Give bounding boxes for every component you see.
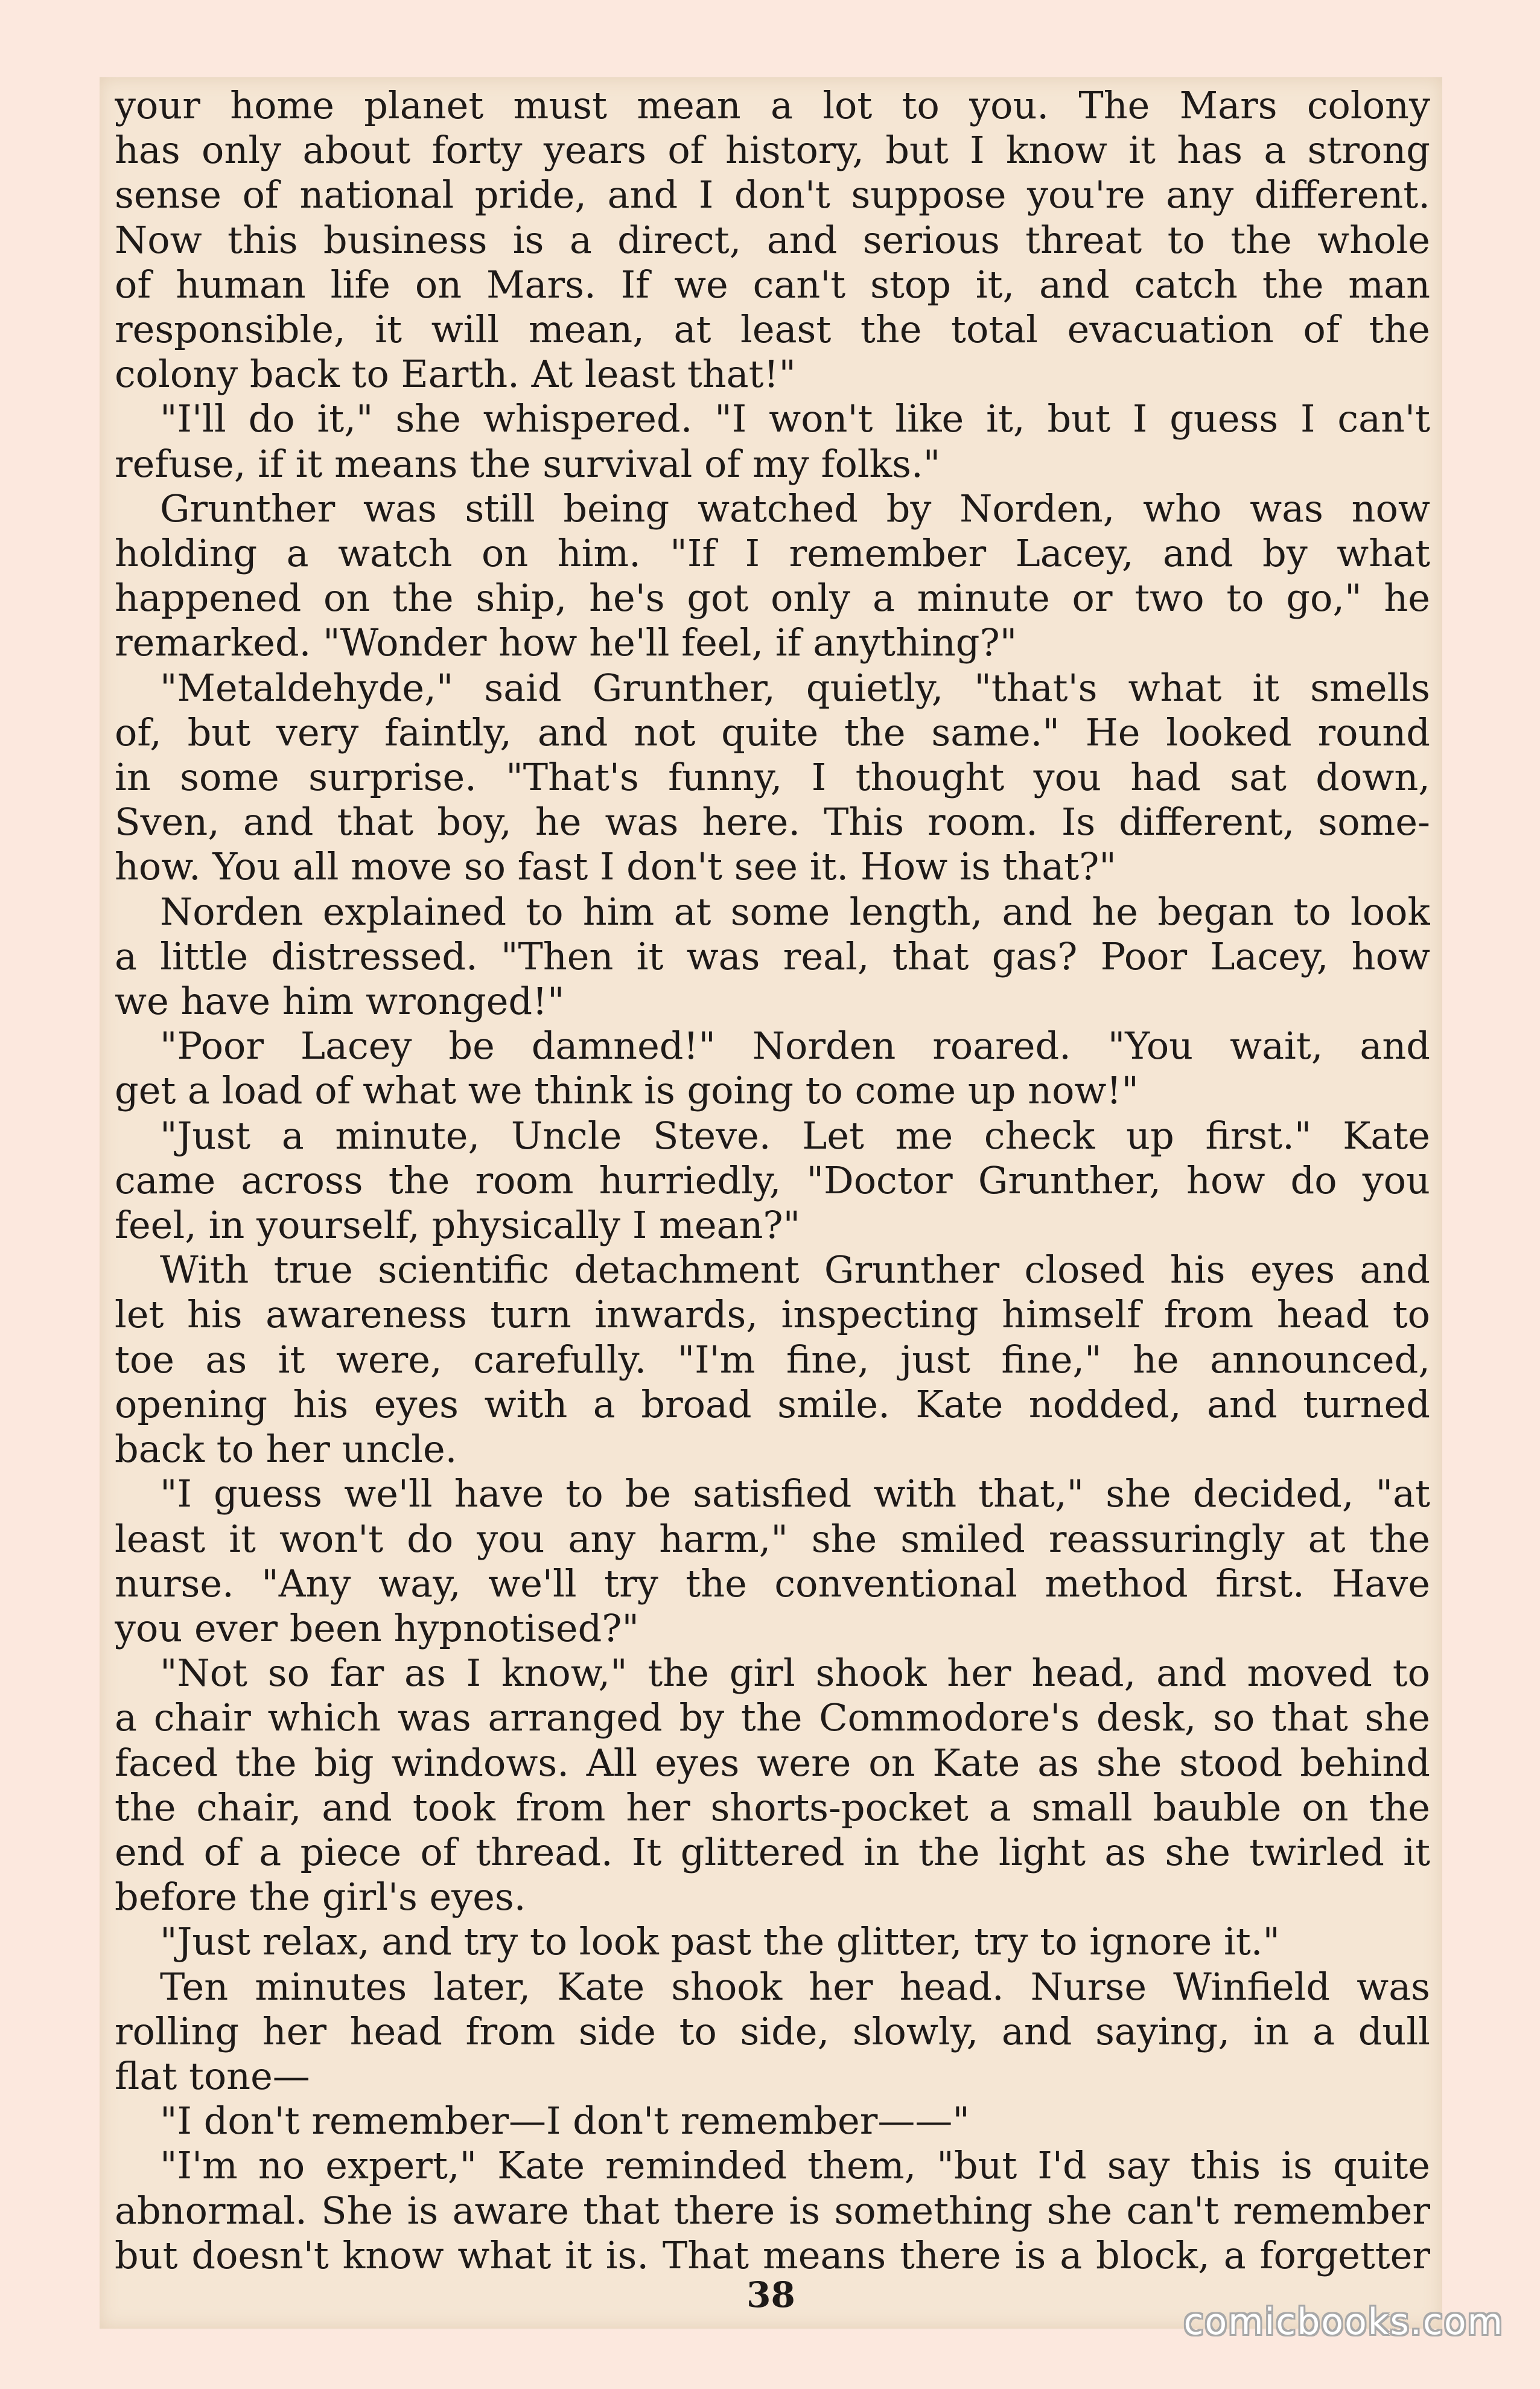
text-line: responsible, it will mean, at least the total evacuation of the — [115, 307, 1430, 352]
page-number: 38 — [746, 2274, 795, 2315]
text-line: Now this business is a direct, and serious threat to the whole — [115, 217, 1430, 262]
text-line: of, but very faintly, and not quite the same." He looked round — [115, 710, 1430, 754]
text-line: in some surprise. "That's funny, I thought you had sat down, — [115, 755, 1430, 800]
text-line: nurse. "Any way, we'll try the conventional method first. Have — [115, 1561, 1430, 1606]
text-line: a little distressed. "Then it was real, that gas? Poor Lacey, how — [115, 934, 1430, 978]
text-line: least it won't do you any harm," she smiled reassuringly at the — [115, 1516, 1430, 1561]
text-line: end of a piece of thread. It glittered in the light as she twirled it — [115, 1829, 1430, 1874]
text-line: "Metaldehyde," said Grunther, quietly, "that's what it smells — [160, 665, 1430, 710]
text-line: "Just a minute, Uncle Steve. Let me check up first." Kate — [160, 1113, 1430, 1158]
text-line: "Just relax, and try to look past the glitter, try to ignore it." — [160, 1919, 1281, 1964]
text-line: flat tone— — [115, 2053, 310, 2098]
text-line: how. You all move so fast I don't see it. How is that?" — [115, 844, 1116, 889]
text-line: "Not so far as I know," the girl shook her head, and moved to — [160, 1651, 1430, 1695]
text-line: abnormal. She is aware that there is something she can't remember — [115, 2188, 1430, 2233]
text-line: refuse, if it means the survival of my folks." — [115, 441, 941, 486]
text-line: sense of national pride, and I don't suppose you're any different. — [115, 173, 1430, 217]
text-line: Ten minutes later, Kate shook her head. Nurse Winfield was — [160, 1964, 1430, 2009]
book-page — [100, 77, 1442, 2329]
text-line: faced the big windows. All eyes were on Kate as she stood behind — [115, 1740, 1430, 1785]
text-line: With true scientific detachment Grunther closed his eyes and — [160, 1248, 1430, 1292]
text-line: toe as it were, carefully. "I'm fine, just fine," he announced, — [115, 1337, 1430, 1382]
text-line: remarked. "Wonder how he'll feel, if anything?" — [115, 620, 1017, 665]
text-line: "I'm no expert," Kate reminded them, "but I'd say this is quite — [160, 2143, 1430, 2188]
text-line: a chair which was arranged by the Commodore's desk, so that she — [115, 1695, 1430, 1740]
text-line: you ever been hypnotised?" — [115, 1606, 640, 1650]
text-line: colony back to Earth. At least that!" — [115, 352, 796, 397]
text-line: feel, in yourself, physically I mean?" — [115, 1203, 801, 1248]
text-line: the chair, and took from her shorts-pocket a small bauble on the — [115, 1785, 1430, 1829]
text-line: of human life on Mars. If we can't stop it, and catch the man — [115, 262, 1430, 307]
text-line: before the girl's eyes. — [115, 1875, 526, 1919]
text-line: Sven, and that boy, he was here. This room. Is different, some- — [115, 800, 1430, 844]
text-line: your home planet must mean a lot to you. The Mars colony — [115, 83, 1430, 127]
text-line: Norden explained to him at some length, and he began to look — [160, 889, 1430, 934]
body-text — [115, 83, 1430, 2278]
text-line: "I don't remember—I don't remember——" — [160, 2099, 970, 2143]
text-line: get a load of what we think is going to come up now!" — [115, 1068, 1139, 1113]
text-line: but doesn't know what it is. That means there is a block, a forgetter — [115, 2233, 1430, 2277]
text-line: back to her uncle. — [115, 1427, 457, 1472]
text-line: holding a watch on him. "If I remember Lacey, and by what — [115, 531, 1430, 576]
text-line: Grunther was still being watched by Norden, who was now — [160, 486, 1430, 531]
text-line: came across the room hurriedly, "Doctor Grunther, how do you — [115, 1158, 1430, 1202]
text-line: rolling her head from side to side, slowly, and saying, in a dull — [115, 2009, 1430, 2053]
text-line: "I'll do it," she whispered. "I won't like it, but I guess I can't — [160, 397, 1430, 441]
text-line: happened on the ship, he's got only a minute or two to go," he — [115, 576, 1430, 620]
text-line: opening his eyes with a broad smile. Kate nodded, and turned — [115, 1382, 1430, 1426]
text-line: we have him wronged!" — [115, 979, 565, 1024]
watermark: comicbooks.com — [1183, 2301, 1504, 2343]
text-line: "Poor Lacey be damned!" Norden roared. "You wait, and — [160, 1024, 1430, 1068]
text-line: has only about forty years of history, but I know it has a strong — [115, 128, 1430, 173]
text-line: "I guess we'll have to be satisfied with that," she decided, "at — [160, 1472, 1430, 1516]
text-line: let his awareness turn inwards, inspecting himself from head to — [115, 1292, 1430, 1337]
